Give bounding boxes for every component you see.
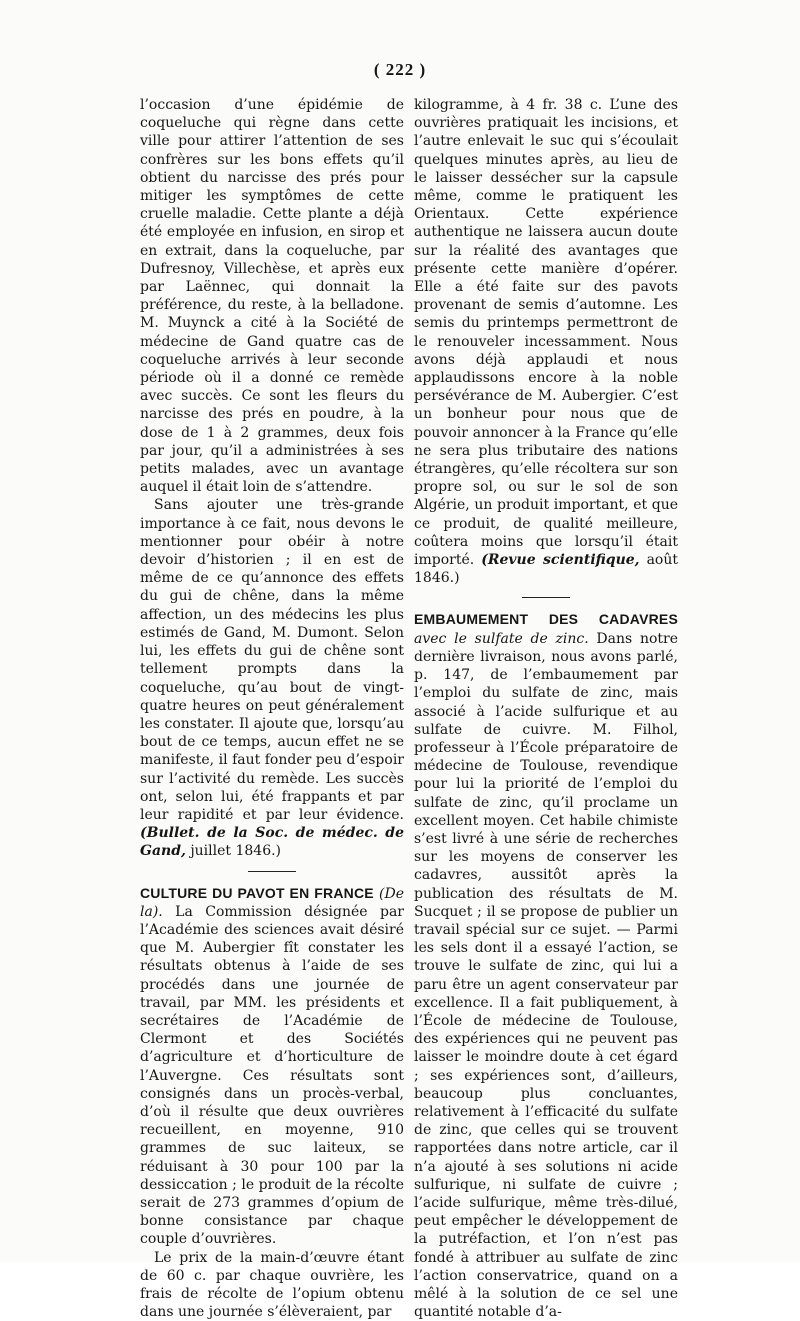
right-column xyxy=(414,96,678,1321)
gand-citation: (Bullet. de la Soc. de médec. de Gand, xyxy=(140,825,404,860)
section-divider xyxy=(522,597,570,598)
narcisse-paragraph: l’occasion d’une épidémie de coqueluche qui règne dans cette ville pour attirer l’attention de ses confrères sur les bons effets qu’il obtient du narcisse des prés pour mitiger les symptômes de cette cruelle maladie. Cette plante a déjà été employée en infusion, en sirop et en extrait, dans la coqueluche, par Dufresnoy, Villechèse, et après eux par Laënnec, qui donnait la préférence, du reste, à la belladone. M. Muynck a cité à la Société de médecine de Gand quatre cas de coqueluche arrivés à leur seconde période où il a donné ce remède avec succès. Ce sont les fleurs du narcisse des prés en poudre, à la dose de 1 à 2 grammes, deux fois par jour, qu’il a administrées à ses petits malades, avec un avantage auquel il était loin de s’attendre. xyxy=(140,97,404,496)
gui-de-chene-text: Sans ajouter une très-grande importance à ce fait, nous devons le mentionner pour obéir à notre devoir d’historien ; il en est de même de ce qu’annonce des effets du gui de chêne, dans la même affection, un des médecins les plus estimés de Gand, M. Dumont. Selon lui, les effets du gui de chêne sont tellement prompts dans la coqueluche, qu’au bout de vingt-quatre heures on peut généralement les constater. Il ajoute que, lorsqu’au bout de ce temps, aucun effet ne se manifeste, il faut fonder peu d’espoir sur l’activité du remède. Les succès ont, selon lui, été frappants et par leur rapidité et par leur évidence. xyxy=(140,497,404,823)
revue-citation: (Revue scientifique, xyxy=(481,552,640,569)
embaumement-heading: EMBAUMEMENT DES CADAVRES xyxy=(414,611,678,628)
kilogramme-paragraph xyxy=(414,96,678,587)
gand-citation-date: juillet 1846.) xyxy=(190,843,282,860)
pavot-heading: CULTURE DU PAVOT EN FRANCE xyxy=(140,884,374,901)
left-column xyxy=(140,96,404,1321)
section-divider xyxy=(248,871,296,872)
embaumement-paragraph: Dans notre dernière livraison, nous avons parlé, p. 147, de l’embaumement par l’emploi du sulfate de zinc, mais associé à l’acide sulfurique et au sulfate de cuivre. M. Filhol, professeur à l’École préparatoire de médecine de Toulouse, revendique pour lui la priorité de l’emploi du sulfate de zinc, qu’il proclame un excellent moyen. Cet habile chimiste s’est livré à une série de recherches sur les moyens de conserver les cadavres, aussitôt après la publication des résultats de M. Sucquet ; il se propose de publier un travail spécial sur ce sujet. — Parmi les sels dont il a essayé l’action, se trouve le sulfate de zinc, qui lui a paru être un agent conservateur par excellence. Il a fait publiquement, à l’École de médecine de Toulouse, des expériences qui ne peuvent pas laisser le moindre doute à cet égard ; ses expériences sont, d’ailleurs, beaucoup plus concluantes, relativement à l’efficacité du sulfate de zinc, que celles qui se trouvent rapportées dans notre article, car il n’a ajouté à ses solutions ni acide sulfurique, ni sulfate de cuivre ; l’acide sulfurique, même très-dilué, peut empêcher le développement de la putréfaction, et l’on n’est pas fondé à attribuer au sulfate de zinc l’action conservatrice, quand on a mêlé à la solution de ce sel une quantité notable d’a- xyxy=(414,630,678,1321)
page-number: ( 222 ) xyxy=(373,60,427,79)
embaumement-section xyxy=(414,610,678,1321)
embaumement-subheading: avec le sulfate de zinc. xyxy=(414,630,589,647)
revue-citation-date: août 1846.) xyxy=(414,552,678,587)
pavot-section xyxy=(140,884,404,1249)
gui-de-chene-paragraph xyxy=(140,496,404,860)
pavot-paragraph: La Commission désignée par l’Académie des sciences avait désiré que M. Aubergier fît constater les résultats obtenus à l’aide de ses procédés dans une journée de travail, par MM. les présidents et secrétaires de l’Académie de Clermont et des Sociétés d’agriculture et d’horticulture de l’Auvergne. Ces résultats sont consignés dans un procès-verbal, d’où il résulte que deux ouvrières recueillent, en moyenne, 910 grammes de suc laiteux, se réduisant à 30 pour 100 par la dessiccation ; le produit de la récolte serait de 273 grammes d’opium de bonne consistance par chaque couple d’ouvrières. xyxy=(140,903,404,1248)
main-doeuvre-paragraph: Le prix de la main-d’œuvre étant de 60 c. par chaque ouvrière, les frais de récolte de l’opium obtenu dans une journée s’élèveraient, par xyxy=(140,1249,404,1321)
pavot-heading-paren: (De la). xyxy=(140,885,404,920)
kilogramme-text: kilogramme, à 4 fr. 38 c. L’une des ouvrières pratiquait les incisions, et l’autre enlevait le suc qui s’écoulait quelques minutes après, au lieu de le laisser dessécher sur la capsule même, comme le pratiquent les Orientaux. Cette expérience authentique ne laissera aucun doute sur la réalité des avantages que présente cette manière d’opérer. Elle a été faite sur des pavots provenant de semis d’automne. Les semis du printemps permettront de le renouveler incessamment. Nous avons déjà applaudi et nous applaudissons encore à la noble persévérance de M. Aubergier. C’est un bonheur pour nous que de pouvoir annoncer à la France qu’elle ne sera plus tributaire des nations étrangères, qu’elle récoltera sur son propre sol, ou sur le sol de son Algérie, un produit important, et que ce produit, de qualité meilleure, coûtera moins que lorsqu’il était importé. xyxy=(414,97,678,569)
